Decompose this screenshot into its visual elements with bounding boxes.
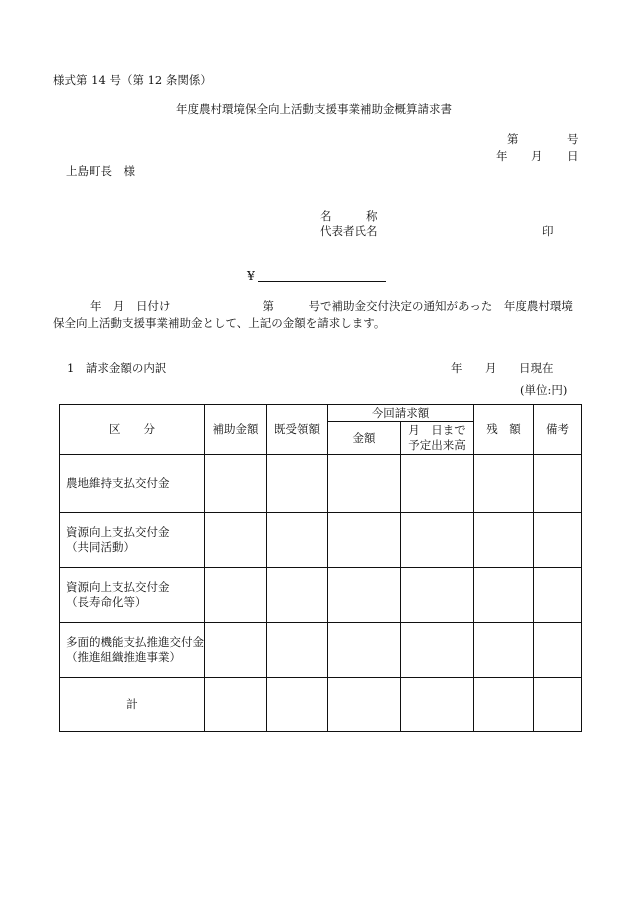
row-category-line1: 多面的機能支払推進交付金 xyxy=(66,635,204,649)
total-label: 計 xyxy=(60,678,205,732)
row-category-line2: （推進組織推進事業） xyxy=(66,650,181,664)
row-category-line2: （長寿命化等） xyxy=(66,595,147,609)
header-expected-progress-line1: 月 日まで xyxy=(408,423,466,437)
cell-remarks[interactable] xyxy=(534,568,582,623)
header-expected-progress-line2: 予定出来高 xyxy=(408,438,466,452)
header-expected-progress xyxy=(401,422,474,455)
header-already-received: 既受領額 xyxy=(267,405,328,455)
amount-underline xyxy=(258,281,386,282)
cell-remarks[interactable] xyxy=(534,623,582,678)
body-text-line-2: 保全向上活動支援事業補助金として、上記の金額を請求します。 xyxy=(53,316,386,330)
cell-subsidy[interactable] xyxy=(205,623,267,678)
cell-progress[interactable] xyxy=(401,568,474,623)
as-of-year: 年 xyxy=(451,361,463,375)
row-category xyxy=(60,623,205,678)
breakdown-table xyxy=(59,404,582,732)
cell-amount[interactable] xyxy=(328,623,401,678)
applicant-representative-label: 代表者氏名 xyxy=(320,224,378,238)
as-of-month: 月 xyxy=(485,361,497,375)
yen-symbol: ¥ xyxy=(247,268,255,283)
header-subsidy-amount: 補助金額 xyxy=(205,405,267,455)
seal-mark: 印 xyxy=(542,224,554,238)
cell-balance[interactable] xyxy=(474,623,534,678)
cell-balance[interactable] xyxy=(474,455,534,513)
applicant-name-label: 名 称 xyxy=(320,209,378,223)
row-category-line1: 農地維持支払交付金 xyxy=(66,476,170,490)
total-balance[interactable] xyxy=(474,678,534,732)
total-progress[interactable] xyxy=(401,678,474,732)
date-month: 月 xyxy=(531,149,543,163)
total-remarks[interactable] xyxy=(534,678,582,732)
table-row xyxy=(60,623,582,678)
cell-subsidy[interactable] xyxy=(205,513,267,568)
cell-received[interactable] xyxy=(267,568,328,623)
cell-received[interactable] xyxy=(267,513,328,568)
row-category-line1: 資源向上支払交付金 xyxy=(66,580,170,594)
cell-subsidy[interactable] xyxy=(205,455,267,513)
total-received[interactable] xyxy=(267,678,328,732)
total-subsidy[interactable] xyxy=(205,678,267,732)
cell-progress[interactable] xyxy=(401,623,474,678)
section-heading: 1 請求金額の内訳 xyxy=(67,361,167,375)
doc-number-go: 号 xyxy=(567,132,579,146)
cell-amount[interactable] xyxy=(328,455,401,513)
date-year: 年 xyxy=(496,149,508,163)
total-amount[interactable] xyxy=(328,678,401,732)
document-title: 年度農村環境保全向上活動支援事業補助金概算請求書 xyxy=(176,102,452,116)
header-amount: 金額 xyxy=(328,422,401,455)
cell-remarks[interactable] xyxy=(534,513,582,568)
header-remarks: 備考 xyxy=(534,405,582,455)
header-current-request: 今回請求額 xyxy=(328,405,474,422)
cell-balance[interactable] xyxy=(474,513,534,568)
cell-progress[interactable] xyxy=(401,513,474,568)
row-category xyxy=(60,455,205,513)
unit-label: (単位:円) xyxy=(520,383,568,397)
body-text-line-1: 年 月 日付け 第 号で補助金交付決定の通知があった 年度農村環境 xyxy=(90,299,573,313)
table-row xyxy=(60,513,582,568)
cell-amount[interactable] xyxy=(328,568,401,623)
table-row xyxy=(60,568,582,623)
cell-progress[interactable] xyxy=(401,455,474,513)
doc-number-dai: 第 xyxy=(507,132,519,146)
cell-subsidy[interactable] xyxy=(205,568,267,623)
date-day: 日 xyxy=(567,149,579,163)
total-row xyxy=(60,678,582,732)
cell-remarks[interactable] xyxy=(534,455,582,513)
header-kubun: 区 分 xyxy=(60,405,205,455)
form-number-header: 様式第 14 号（第 12 条関係） xyxy=(53,73,212,87)
row-category-line2: （共同活動） xyxy=(66,540,135,554)
cell-amount[interactable] xyxy=(328,513,401,568)
row-category xyxy=(60,568,205,623)
row-category-line1: 資源向上支払交付金 xyxy=(66,525,170,539)
cell-received[interactable] xyxy=(267,455,328,513)
table-row xyxy=(60,455,582,513)
cell-received[interactable] xyxy=(267,623,328,678)
header-balance: 残 額 xyxy=(474,405,534,455)
addressee: 上島町長 様 xyxy=(66,164,135,178)
cell-balance[interactable] xyxy=(474,568,534,623)
row-category xyxy=(60,513,205,568)
as-of-day: 日現在 xyxy=(519,361,554,375)
